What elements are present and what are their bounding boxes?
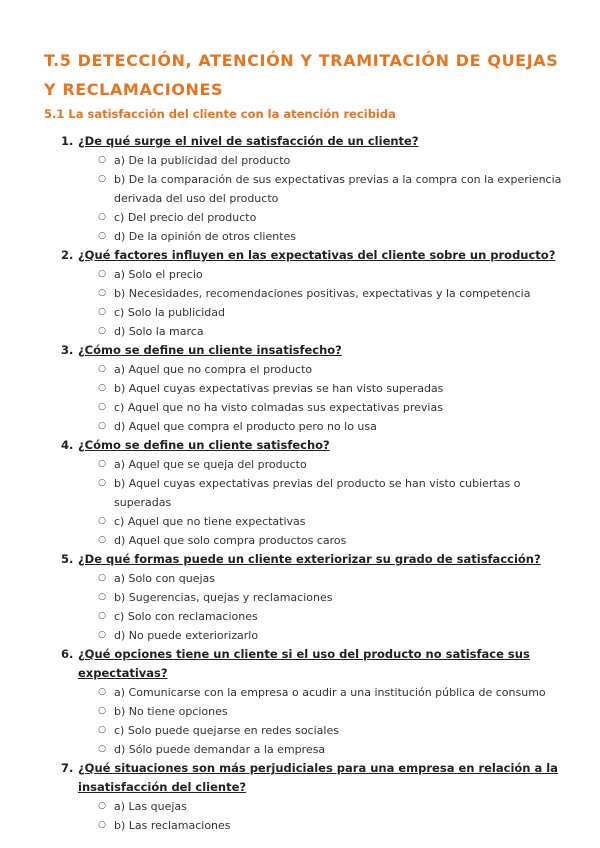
option-item	[44, 740, 564, 759]
circle-bullet-icon: ○	[98, 402, 106, 412]
page-title: T.5 DETECCIÓN, ATENCIÓN Y TRAMITACIÓN DE QUEJAS Y RECLAMACIONES	[44, 51, 559, 99]
option-list	[44, 683, 564, 759]
option-item	[44, 721, 564, 740]
option-item	[44, 322, 564, 341]
circle-bullet-icon: ○	[98, 725, 106, 735]
circle-bullet-icon: ○	[98, 307, 106, 317]
circle-bullet-icon: ○	[98, 326, 106, 336]
option-item	[44, 227, 564, 246]
question-list	[44, 132, 564, 835]
circle-bullet-icon: ○	[98, 459, 106, 469]
question-text: ¿Qué factores influyen en las expectativas del cliente sobre un producto?	[78, 248, 556, 262]
option-list	[44, 797, 564, 835]
option-text: c) Solo la publicidad	[114, 306, 225, 319]
circle-bullet-icon: ○	[98, 383, 106, 393]
circle-bullet-icon: ○	[98, 516, 106, 526]
option-text: a) Solo con quejas	[114, 572, 216, 585]
option-item	[44, 265, 564, 284]
question-item	[44, 132, 564, 246]
option-item	[44, 531, 564, 550]
circle-bullet-icon: ○	[98, 706, 106, 716]
option-text: c) Aquel que no tiene expectativas	[114, 515, 306, 528]
option-text: d) No puede exteriorizarlo	[114, 629, 259, 642]
question-item	[44, 550, 564, 645]
question-heading	[44, 645, 564, 683]
option-text: b) Necesidades, recomendaciones positivas, expectativas y la competencia	[114, 287, 531, 300]
option-item	[44, 455, 564, 474]
circle-bullet-icon: ○	[98, 269, 106, 279]
question-text: ¿De qué formas puede un cliente exteriorizar su grado de satisfacción?	[78, 552, 541, 566]
option-text: a) Aquel que se queja del producto	[114, 458, 307, 471]
circle-bullet-icon: ○	[98, 364, 106, 374]
option-text: c) Solo puede quejarse en redes sociales	[114, 724, 339, 737]
circle-bullet-icon: ○	[98, 155, 106, 165]
option-text: a) De la publicidad del producto	[114, 154, 291, 167]
option-item	[44, 512, 564, 531]
option-text: c) Aquel que no ha visto colmadas sus expectativas previas	[114, 401, 443, 414]
circle-bullet-icon: ○	[98, 592, 106, 602]
question-number: 5.	[61, 552, 74, 566]
option-list	[44, 151, 564, 246]
option-text: b) No tiene opciones	[114, 705, 228, 718]
option-list	[44, 265, 564, 341]
circle-bullet-icon: ○	[98, 820, 106, 830]
question-text: ¿Cómo se define un cliente satisfecho?	[78, 438, 330, 452]
circle-bullet-icon: ○	[98, 801, 106, 811]
circle-bullet-icon: ○	[98, 231, 106, 241]
question-text: ¿De qué surge el nivel de satisfacción de un cliente?	[78, 134, 419, 148]
question-heading	[44, 132, 564, 151]
question-item	[44, 759, 564, 835]
option-text: a) Comunicarse con la empresa o acudir a una institución pública de consumo	[114, 686, 546, 699]
circle-bullet-icon: ○	[98, 687, 106, 697]
option-item	[44, 474, 564, 512]
question-number: 3.	[61, 343, 74, 357]
option-item	[44, 303, 564, 322]
option-item	[44, 797, 564, 816]
question-text: ¿Qué opciones tiene un cliente si el uso del producto no satisface sus expectativas?	[78, 647, 530, 680]
question-number: 7.	[61, 761, 74, 775]
option-item	[44, 398, 564, 417]
question-number: 4.	[61, 438, 74, 452]
question-heading	[44, 436, 564, 455]
question-item	[44, 246, 564, 341]
question-heading	[44, 246, 564, 265]
option-item	[44, 816, 564, 835]
option-item	[44, 588, 564, 607]
option-text: b) Aquel cuyas expectativas previas del producto se han visto cubiertas o superadas	[114, 477, 521, 509]
question-text: ¿Qué situaciones son más perjudiciales para una empresa en relación a la insatisfacción del cliente?	[78, 761, 558, 794]
option-item	[44, 702, 564, 721]
option-text: a) Las quejas	[114, 800, 187, 813]
option-item	[44, 360, 564, 379]
circle-bullet-icon: ○	[98, 535, 106, 545]
circle-bullet-icon: ○	[98, 611, 106, 621]
question-number: 6.	[61, 647, 74, 661]
option-text: a) Aquel que no compra el producto	[114, 363, 313, 376]
circle-bullet-icon: ○	[98, 630, 106, 640]
option-item	[44, 569, 564, 588]
question-text: ¿Cómo se define un cliente insatisfecho?	[78, 343, 342, 357]
option-item	[44, 284, 564, 303]
option-item	[44, 626, 564, 645]
option-text: b) Sugerencias, quejas y reclamaciones	[114, 591, 333, 604]
question-number: 1.	[61, 134, 74, 148]
option-item	[44, 417, 564, 436]
option-text: c) Solo con reclamaciones	[114, 610, 258, 623]
circle-bullet-icon: ○	[98, 573, 106, 583]
section-subtitle: 5.1 La satisfacción del cliente con la atención recibida	[44, 107, 396, 121]
option-item	[44, 607, 564, 626]
option-text: d) Sólo puede demandar a la empresa	[114, 743, 326, 756]
question-item	[44, 645, 564, 759]
option-text: d) Solo la marca	[114, 325, 204, 338]
option-item	[44, 683, 564, 702]
question-item	[44, 341, 564, 436]
option-text: d) Aquel que compra el producto pero no lo usa	[114, 420, 377, 433]
circle-bullet-icon: ○	[98, 744, 106, 754]
circle-bullet-icon: ○	[98, 478, 106, 488]
option-text: a) Solo el precio	[114, 268, 203, 281]
option-text: b) De la comparación de sus expectativas previas a la compra con la experiencia derivada del uso del producto	[114, 173, 562, 205]
circle-bullet-icon: ○	[98, 288, 106, 298]
circle-bullet-icon: ○	[98, 212, 106, 222]
option-item	[44, 151, 564, 170]
question-heading	[44, 550, 564, 569]
option-text: d) Aquel que solo compra productos caros	[114, 534, 347, 547]
question-item	[44, 436, 564, 550]
question-number: 2.	[61, 248, 74, 262]
option-item	[44, 379, 564, 398]
circle-bullet-icon: ○	[98, 174, 106, 184]
circle-bullet-icon: ○	[98, 421, 106, 431]
option-text: b) Las reclamaciones	[114, 819, 231, 832]
option-list	[44, 360, 564, 436]
option-text: d) De la opinión de otros clientes	[114, 230, 297, 243]
option-item	[44, 208, 564, 227]
option-text: c) Del precio del producto	[114, 211, 257, 224]
option-text: b) Aquel cuyas expectativas previas se han visto superadas	[114, 382, 444, 395]
option-item	[44, 170, 564, 208]
question-heading	[44, 759, 564, 797]
question-heading	[44, 341, 564, 360]
option-list	[44, 455, 564, 550]
option-list	[44, 569, 564, 645]
